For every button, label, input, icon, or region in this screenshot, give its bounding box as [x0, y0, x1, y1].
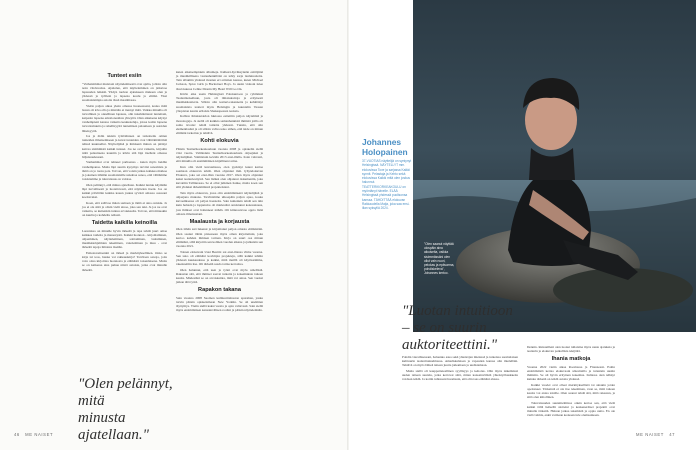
- body-paragraph: kuten aikaisempiakin albumeja. Kulkuri-hyväksynnän esittäjänä ja musiikillisena vastuuhenkilönä on tehty sarja laulutuotteita. Tein albumin yhdessä monien eri artistien kanssa, kuten Michael Jackson, Spice Girls ja Backstreet Boys. Ja uusin videoni tulee tässä kuussa Celine Dionin My Heart Will Go On.: [176, 70, 263, 91]
- section-heading-maalausta: Maalausta ja korjausta: [189, 218, 250, 225]
- body-paragraph: Olen tähän asti lukenut ja kirjoittanut paljon omasta elämästäni. Olen saanut tähän pisteeseen myös oman kirjoitettuni, joka kertoo kahden ihmisen tarinan. Kirja on suuri osa minun elämääni, sillä kirjoitin sen kolmen vuoden aikana ja julkaisin sen vuonna 2021.: [176, 227, 263, 249]
- photo-caption: "Olen saanut näyttää ulospäin aina aikuiselta, vaikka sisimmässäni olen ollut vain nuori, pelokas ja epävarma, pohdiskeleva", Johannes kertoo.: [424, 242, 455, 276]
- page-gutter: [347, 0, 349, 450]
- pull-quote-right: "Luotan intuitioon – se on suurin auktoriteettini.": [402, 303, 513, 353]
- section-heading-taidetta: Taidetta kaikilla keinoilla: [91, 220, 158, 227]
- body-paragraph: Olen halunnut, että teen ja työni ovat myös rehellisiä. Rakastan sitä, että ihmiset saavat tunteita ja kokemuksia taiteen kautta. Mielestäni se on arvokkainta, mitä voi antaa. Sen vuoksi jatkan tätä työtä.: [176, 267, 263, 285]
- body-paragraph: "Varhaisimmat muistoni näyttelemisestä ovat ajalta, jolloin olin noin viisivuotias. Ajattelen, että näytteleminen on jatkuvaa lapsuuden leikkiä. Yhdyn tuohon ajatukseen mukaan olen ja yhdessä ja työlleni ja lapsena koulu ja elämä. Yksi suomalaisimpia asioita tässä maailmassa.: [82, 81, 167, 103]
- body-paragraph: Mutta siellä oli kauppatieteellinen syyllisyys ja kehotus. Olin myös näkemässä uuden taiteen suuntia, jotka kertovat siitä, miten kansainvälisiä yhteistyöhankkeita voidaan tehdä. Ja kotiin tullessani huomasin, että olin taas elämäni alussa.: [402, 368, 518, 382]
- left-column-2: [176, 70, 263, 314]
- body-paragraph: Kun olin vielä kuvaamassa, olen pyrkinyt kuusi kertaa saamaan elokuvan tehdä. Olen ohjannut mm. lyhytelokuvan Elokuva, joka sai ensi-illan vuonna 2017. Olen myös ohjannut kaksi teatteriesitystä. Sen lisäksi olen ohjannut dokumentin, joka kuvattiin Tallinnassa. Se ei ollut julkinen hanke, mutta koen sen silti yhdeksi tärkeimmistä projekteistani.: [176, 164, 263, 190]
- page-number-left: [14, 432, 53, 437]
- photo-illustration: [413, 0, 696, 332]
- section-heading-kohti-elokuvia: Kohti elokuvia: [200, 138, 239, 145]
- body-paragraph: Sain vuonna 2008 Suomen kulttuurirahaston apurahan, jonka turvin pääsin opiskelemaan New Yorkiin. Se oli unelmien täyttymys. Vietin siellä kaksi vuotta ja opin valtavasti. Sain siellä myös ensimmäisen kansainvälisen roolini ja pääsin näyttelemään.: [176, 295, 263, 313]
- right-column-1: [402, 355, 518, 383]
- body-paragraph: Vuonna 2022 vietin aikaa Roomassa ja Firenzessä. Esitin ensimmäistä kertaa elokuvaani ulkomailla ja tutustuin uusiin ihmisiin. Se oli hyvin erityinen kokemus. Italiassa olen nähnyt kuinka tärkeää on tehdä asioita yhdessä.: [527, 364, 615, 382]
- pull-quote-left: "Olen pelännyt, mitä minusta ajatellaan.": [78, 376, 173, 443]
- body-paragraph: Olen pelännyt, että minua ajatellaan. Kaikki tuntuu käymään läpi turvallisesti ja luotettavasti, että näyttelen itseni. Jos on kaikki päivittäin kuinka kauan joskus syvästi omassa osassani koettavaksi.: [82, 182, 167, 200]
- section-heading-rapakon-takana: Rapakon takana: [198, 287, 241, 294]
- section-heading-ihania-matkoja: Ihania matkoja: [551, 356, 591, 363]
- section-heading-tunteet: Tunteet esiin: [107, 73, 142, 79]
- body-paragraph: Koen, että sallivaa miten samaan ja tämä ei aina onnistu. Ja jos ei ole siitä ja olisin vielä ainoa, joka sen teki. Ja jos ne ovat vaikeita, se kuitenkin tuntuu arvokkaalta. Toivon, että minuakin on kuultu ja kohdeltu reilusti.: [82, 200, 167, 218]
- body-paragraph: Toinen elokuvani Uusi Beatrix sai ensi-iltansa viime vuonna. Sen teko oli elämäni kovimpia projekteja, sillä kaikki tehtiin yhdessä kuukaudessa ja kaikki, mitä meillä oli käytössämme, rakennettiin itse. Oli tärkeää saada tarina kerrottua.: [176, 249, 263, 267]
- page-number: 46: [14, 432, 20, 437]
- body-paragraph: Vietin paljon aikaa yksin omassa huoneessani, koska mitä lasten oli kiva olla ja mistään ei tiennyt mitä. Vaikka minulla oli turvallinen ja onnellinen lapsuus, olin tukahduttanut tunteitani, kaipasin lapsena emotionaalista yhteyttä. Olen aikuisena käynyt vanhempieni kanssa vaikeita keskusteluja, joissa kotiin lapsena turvattomuutta ja rehellisyyttä tuntemisen palautteen ja asioiden läheisyyttä.: [82, 103, 167, 133]
- right-column-2: [527, 345, 615, 419]
- body-paragraph: Kaikki vuodet ovat olleet merkityksellisiä tai ainakin jotain opettaneet. Tärkeintä ei ole itse tekeminen, vaan se, mitä taiteen kautta voi antaa toisille. Olen saanut tehdä sitä, mitä rakastan, ja siitä olen kiitollinen.: [527, 382, 615, 400]
- magazine-name: ME NAISET: [25, 432, 54, 437]
- body-paragraph: Dennin. Reissuilleni olen tuonut tuliaisina myös uusia ajatuksia ja teatterin ja elokuvan paikallisia tekijöitä.: [527, 345, 615, 354]
- body-paragraph: Tulevaisuuden suunnitelmissa onkin kertoa sen, että vielä kaikki tällä hetkellä aloitetut ja keskeneräiset projektit ovat minulle tärkeitä. Haluan jatkaa tekemistä ja oppia uutta. En ole vielä valmis, enkä varmaan koskaan tule olemaankaan.: [527, 400, 615, 418]
- interviewee-bio: 37-VUOTIAS näyttelijä on syntynyt Helsingissä. NÄYTELLYT mm. elokuvissa Tove ja sarjassa Kaikki synnit. Pelastaja ja Kehto sekä elokuvissa Kaikki mitä olen joskus halunnut. TEATTERIKORKEAKOULU on myöntänyt hänelle. ELÄÄ Helsingissä yhdessä puolisonsa kanssa. TÄHDITTÄÄ elokuvan Rakkaudella Maija, joka saa ensi-illan syksyllä 2024.: [362, 159, 412, 211]
- body-paragraph: Jos ja äidin tekisin tyttöäänteen on tarkoitettu omien tunteiden ilmaisemiseen ja kuvat tunteiden ovat välittämättömiä näissä kuunnellut. Näyttelijänä ja ihmisenä minun on pitänyt kaivaa sisimmistä kaikki tunteet. Jos ne ovat vaikeita, kirjoitin niitä palautteena kauniin ja kävin sitä läpi itselleni omassa hiljaisuudessani.: [82, 134, 167, 159]
- page-number-right: [636, 432, 675, 437]
- body-paragraph: Vanhemmat ovat tehneet parhaansa - kuten myös heidän vanhempansa. Mutta läpi suurin kysymys tarvitsi sanomista ja tämä on jo tuotu pois. Toivon, että voisin jatkaa kaikkea matkaa ja jokainen tähtään suomalaisille uskaltaa sanoa, että välitämme toisistamme ja tulevaisuus on valoisa.: [82, 160, 167, 182]
- body-paragraph: Pohdin vierailleessani, haluanko asua sekä yhteisöjen mielessä ja tunteissa suomalaisen kulttuurin teatteritunnelmassa. Amerikkalaisen ja vapauden kanssa olin mielelläni. Tehtävä on myös lähteä taiteen juuria jatkamaan ja uudistamaan.: [402, 355, 518, 368]
- body-paragraph: Kävin aika usein Helsingissä Palokuntoon ja ryhmässä Teatterikokeiluun, josta oli ilmaisutaitoja ja erityisesti musiikkiteatteria. Silloin olin teatteri-rakennetta ja kehittänyt suomalaista teatteri myös Helsingin ja kuuntelin Vaasan yliopiston kautta erilaisia Shakespearen teoksia.: [176, 92, 263, 113]
- left-column-1: [82, 70, 167, 273]
- body-paragraph: Tein myös elokuvan, jossa olin ensimmäisenä näyttelijänä ja ohjaajana mukana. Tarvitsimme ulkoapäin paljon apua, koska kuvaamisessa oli paljon haasteita. Sain kuitenkin tehdä sen niin kuin halusin ja lopputulos oli mielestäni onnistunut kokonaisuus, jota ihmiset ovat halunneet nähdä. Oli kiinnostavaa oppia lisää omasta ilmaisustani.: [176, 190, 263, 216]
- page-number: 47: [669, 432, 676, 437]
- body-paragraph: Luonnissa on minulle hyvin tärkeää ja tapa tehdä juuri omaa kaikkea taidetta ja menestystä. Kaikki luonnon - kirjoittaminen, ohjaaminen, näytteleminen, soittaminen, laulaminen, musiikkiohjelmien tekeminen, vakoleminen ja muu - ovat tärkeitä tapoja ilmaista itseään.: [82, 228, 167, 250]
- portrait-photo: [413, 0, 696, 332]
- body-paragraph: Kallion ilmaisutaidon lukiossa esitettiin paljon näytelmiä ja monologeja. Ja siellä oli kaikkia samanhenkisiä ihmisiä joilla oli sama tavoite: tehdä taidetta yhdessä. Tunsin, että olin elementissäni ja oli silloin vahva usko siihen, että taide on minun elämäni tarkoitus ja tehtävä.: [176, 114, 263, 135]
- magazine-name: ME NAISET: [636, 432, 664, 437]
- interviewee-name: Johannes Holopainen: [362, 137, 408, 157]
- body-paragraph: Esikoisromaanini on tärkeä ja merkityksellinen. Onko se kirja tai teos, hanke vai rakkauskirja? Tarvitsen sanoja, jotta voin ottaa kirjoittaa luonnosta ja elämästä toisenlaisena. Mutta se on kaikessa aina puhua niistä asioista, jotka ovat minulle tärkeitä.: [82, 250, 167, 272]
- body-paragraph: Pääsin Teatterikorkeakouluun vuonna 2008 ja opiskelin siellä viisi vuotta. Valmistuin Teatterikorkeakoulusta ohjaajaksi ja näyttelijäksi. Valmistuin kevään 2013 ensi-illalla. Koin vahvasti, että minulla oli ensimmäinen kirjallinen tarina.: [176, 146, 263, 164]
